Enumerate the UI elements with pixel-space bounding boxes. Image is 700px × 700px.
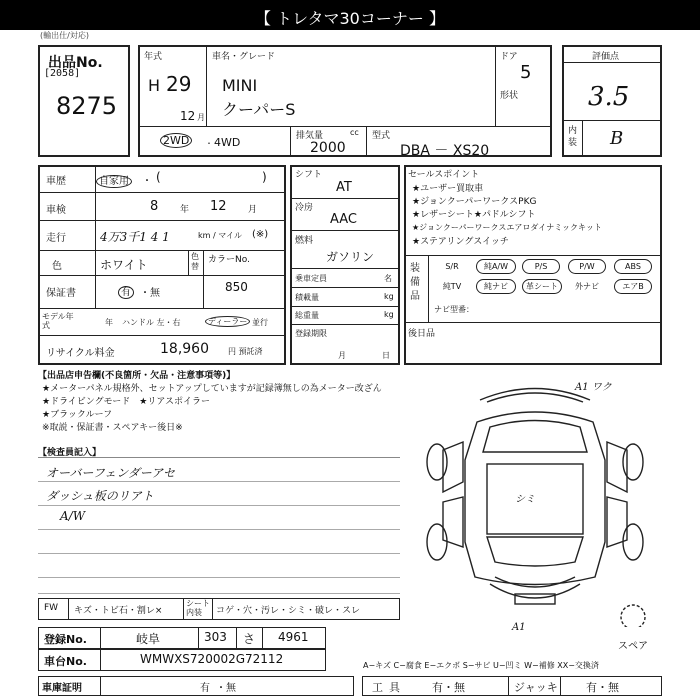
year-era: H xyxy=(148,76,161,95)
shift-label: シフト xyxy=(295,170,323,180)
equip-ps: P/S xyxy=(522,259,560,274)
history-paren-close: ) xyxy=(262,170,267,184)
inspector-line-3: A/W xyxy=(60,509,86,523)
note-3: ★ブラックルーフ xyxy=(42,410,113,420)
registration-pref: 岐阜 xyxy=(136,632,161,646)
note-2: ★ドライビングモード ★リアスポイラー xyxy=(42,397,210,407)
dealer-label[interactable]: ディーラー xyxy=(205,316,250,327)
model-label: 型式 xyxy=(372,131,391,141)
inspection-year-unit: 年 xyxy=(180,205,190,215)
capacity-label: 乗車定員 xyxy=(295,274,327,283)
fuel-value: ガソリン xyxy=(326,250,375,264)
top-note: (輸出仕/対応) xyxy=(40,31,89,40)
drive-dot: ・ xyxy=(205,139,213,148)
handle-label: ハンドル 左・右 xyxy=(122,318,181,327)
inspector-line-1: オーバーフェンダーアセ xyxy=(46,466,176,480)
tools-label: 工具 xyxy=(372,681,406,694)
mileage-value: 4万3千1 4 1 xyxy=(100,230,170,244)
inspection-label: 車検 xyxy=(46,205,66,216)
navi-model-label: ナビ型番： xyxy=(434,305,474,314)
shift-value: AT xyxy=(336,180,352,195)
equip-aw: 純A/W xyxy=(476,259,516,274)
load-label: 積載量 xyxy=(295,293,319,302)
equip-ext-navi: 外ナビ xyxy=(575,282,599,291)
lot-code: [2058] xyxy=(44,68,81,79)
equip-airbag: エアB xyxy=(614,279,652,294)
car-label: 車名・グレード xyxy=(212,52,276,62)
car-grade: クーパーS xyxy=(222,100,296,119)
color-value: ホワイト xyxy=(100,258,148,272)
history-value[interactable]: 自家用 xyxy=(96,172,132,187)
chassis-label: 車台No. xyxy=(44,655,87,668)
capacity-unit: 名 xyxy=(384,274,392,283)
after-install-label: 後日品 xyxy=(408,329,436,339)
lot-number: 8275 xyxy=(56,92,118,120)
displacement-label: 排気量 xyxy=(296,131,324,141)
recycle-value: 18,960 xyxy=(160,341,209,357)
color-change-label: 色替 xyxy=(191,252,199,271)
registration-period-day: 日 xyxy=(382,351,390,360)
equip-abs: ABS xyxy=(614,259,652,274)
note-1: ★メーターパネル規格外、セットアップしていますが記録簿無しの為メーター改ざん xyxy=(42,384,382,394)
chassis-value: WMWXS720002G72112 xyxy=(140,652,284,666)
warranty-none: ・無 xyxy=(140,288,160,299)
history-label: 車歴 xyxy=(46,176,66,187)
score-value: 3.5 xyxy=(588,82,630,112)
cert-label: 車庫証明 xyxy=(42,683,82,694)
legend-fw: FW xyxy=(44,603,59,613)
legend-text-1: キズ・トビ石・割レ× xyxy=(74,606,163,616)
score-label: 評価点 xyxy=(592,52,620,62)
model-value: DBA － XS20 xyxy=(400,143,490,159)
sale-point-4: ★ジョンクーパーワークスエアロダイナミックキット xyxy=(412,223,602,232)
legend-seat: シート内装 xyxy=(186,599,210,617)
jack-value: 有・無 xyxy=(586,681,619,694)
doors-label: ドア xyxy=(500,52,518,62)
year-label: 年式 xyxy=(144,52,163,62)
ac-value: AAC xyxy=(330,212,357,227)
damage-code-legend: A−キズ C−腐食 E−エクボ S−サビ U−凹ミ W−補修 XX−交換済 xyxy=(363,661,599,670)
displacement-unit: cc xyxy=(350,128,359,137)
parallel-label: 並行 xyxy=(252,318,268,327)
notes-label: 【出品店申告欄(不良箇所・欠品・注意事項等)】 xyxy=(38,371,236,381)
model-year-unit: 年 xyxy=(105,318,113,327)
inspection-year: 8 xyxy=(150,199,159,214)
banner-title: 【 トレタマ30コーナー 】 xyxy=(255,9,445,28)
inspection-month-unit: 月 xyxy=(248,205,258,215)
color-label: 色 xyxy=(52,261,62,272)
doors-value: 5 xyxy=(520,62,532,83)
history-dot: ・ xyxy=(142,176,152,187)
tools-value: 有・無 xyxy=(432,681,465,694)
load-unit: kg xyxy=(384,292,394,301)
year-value: 29 xyxy=(166,72,192,96)
sale-points-label: セールスポイント xyxy=(408,170,480,180)
interior-value: B xyxy=(610,128,624,149)
mileage-unit: km / マイル xyxy=(198,231,243,240)
equip-leather: 革シート xyxy=(522,279,562,294)
equip-sr: S/R xyxy=(445,262,459,271)
history-paren-open: ( xyxy=(156,170,161,184)
equip-tv: 純TV xyxy=(442,282,462,291)
equip-pw: P/W xyxy=(568,259,606,274)
diagram-label-a1-bottom: A1 xyxy=(512,622,526,633)
car-damage-diagram xyxy=(405,372,665,627)
equipment-label: 装備品 xyxy=(410,263,420,302)
drive-2wd[interactable]: 2WD xyxy=(160,134,192,147)
recycle-unit: 円 預託済 xyxy=(228,347,263,356)
fuel-label: 燃料 xyxy=(295,236,314,246)
color-no: 850 xyxy=(225,280,248,294)
lot-label: 出品No. xyxy=(48,55,103,71)
sale-point-2: ★ジョンクーパーワークスPKG xyxy=(412,197,537,207)
ac-label: 冷房 xyxy=(295,203,314,213)
diagram-label-shimi: シミ xyxy=(515,494,535,505)
spare-label: スペア xyxy=(618,641,648,652)
year-month: 12 xyxy=(180,109,196,123)
registration-plate: 4961 xyxy=(278,630,309,644)
registration-period-month: 月 xyxy=(338,351,346,360)
gross-label: 総重量 xyxy=(295,311,319,320)
inspector-label: 【検査員記入】 xyxy=(38,448,102,458)
inspection-month: 12 xyxy=(210,199,227,214)
mileage-label: 走行 xyxy=(46,233,66,244)
drive-4wd: 4WD xyxy=(214,136,241,149)
registration-label: 登録No. xyxy=(44,633,87,646)
registration-kana: さ xyxy=(243,632,256,646)
jack-label: ジャッキ xyxy=(514,681,558,694)
displacement-value: 2000 xyxy=(310,140,346,156)
shape-label: 形状 xyxy=(500,91,519,101)
interior-label: 内装 xyxy=(568,126,578,148)
equip-navi: 純ナビ xyxy=(476,279,516,294)
note-4: ※取説・保証書・スペアキー後日※ xyxy=(42,423,183,433)
car-name: MINI xyxy=(222,76,258,95)
diagram-label-a1-top: A1 ワク xyxy=(575,382,612,393)
color-no-label: カラーNo. xyxy=(208,255,250,265)
sale-point-3: ★レザーシート★パドルシフト xyxy=(412,210,536,220)
gross-unit: kg xyxy=(384,310,394,319)
warranty-has[interactable]: 有 xyxy=(118,283,134,298)
year-month-unit: 月 xyxy=(197,113,205,122)
recycle-label: リサイクル料金 xyxy=(46,348,115,359)
cert-none: ・無 xyxy=(216,683,236,694)
sale-point-5: ★ステアリングスイッチ xyxy=(412,237,509,247)
mileage-note: (※) xyxy=(252,229,269,240)
legend-text-2: コゲ・穴・汚レ・シミ・破レ・スレ xyxy=(216,606,361,616)
sale-point-1: ★ユーザー買取車 xyxy=(412,184,484,194)
registration-num: 303 xyxy=(204,630,227,644)
warranty-label: 保証書 xyxy=(46,288,76,299)
cert-has: 有 xyxy=(200,683,210,694)
model-year-label: モデル年式 xyxy=(42,312,74,330)
registration-period-label: 登録期限 xyxy=(295,329,327,338)
inspector-line-2: ダッシュ板のリアト xyxy=(46,489,154,503)
cert-row xyxy=(38,676,354,696)
